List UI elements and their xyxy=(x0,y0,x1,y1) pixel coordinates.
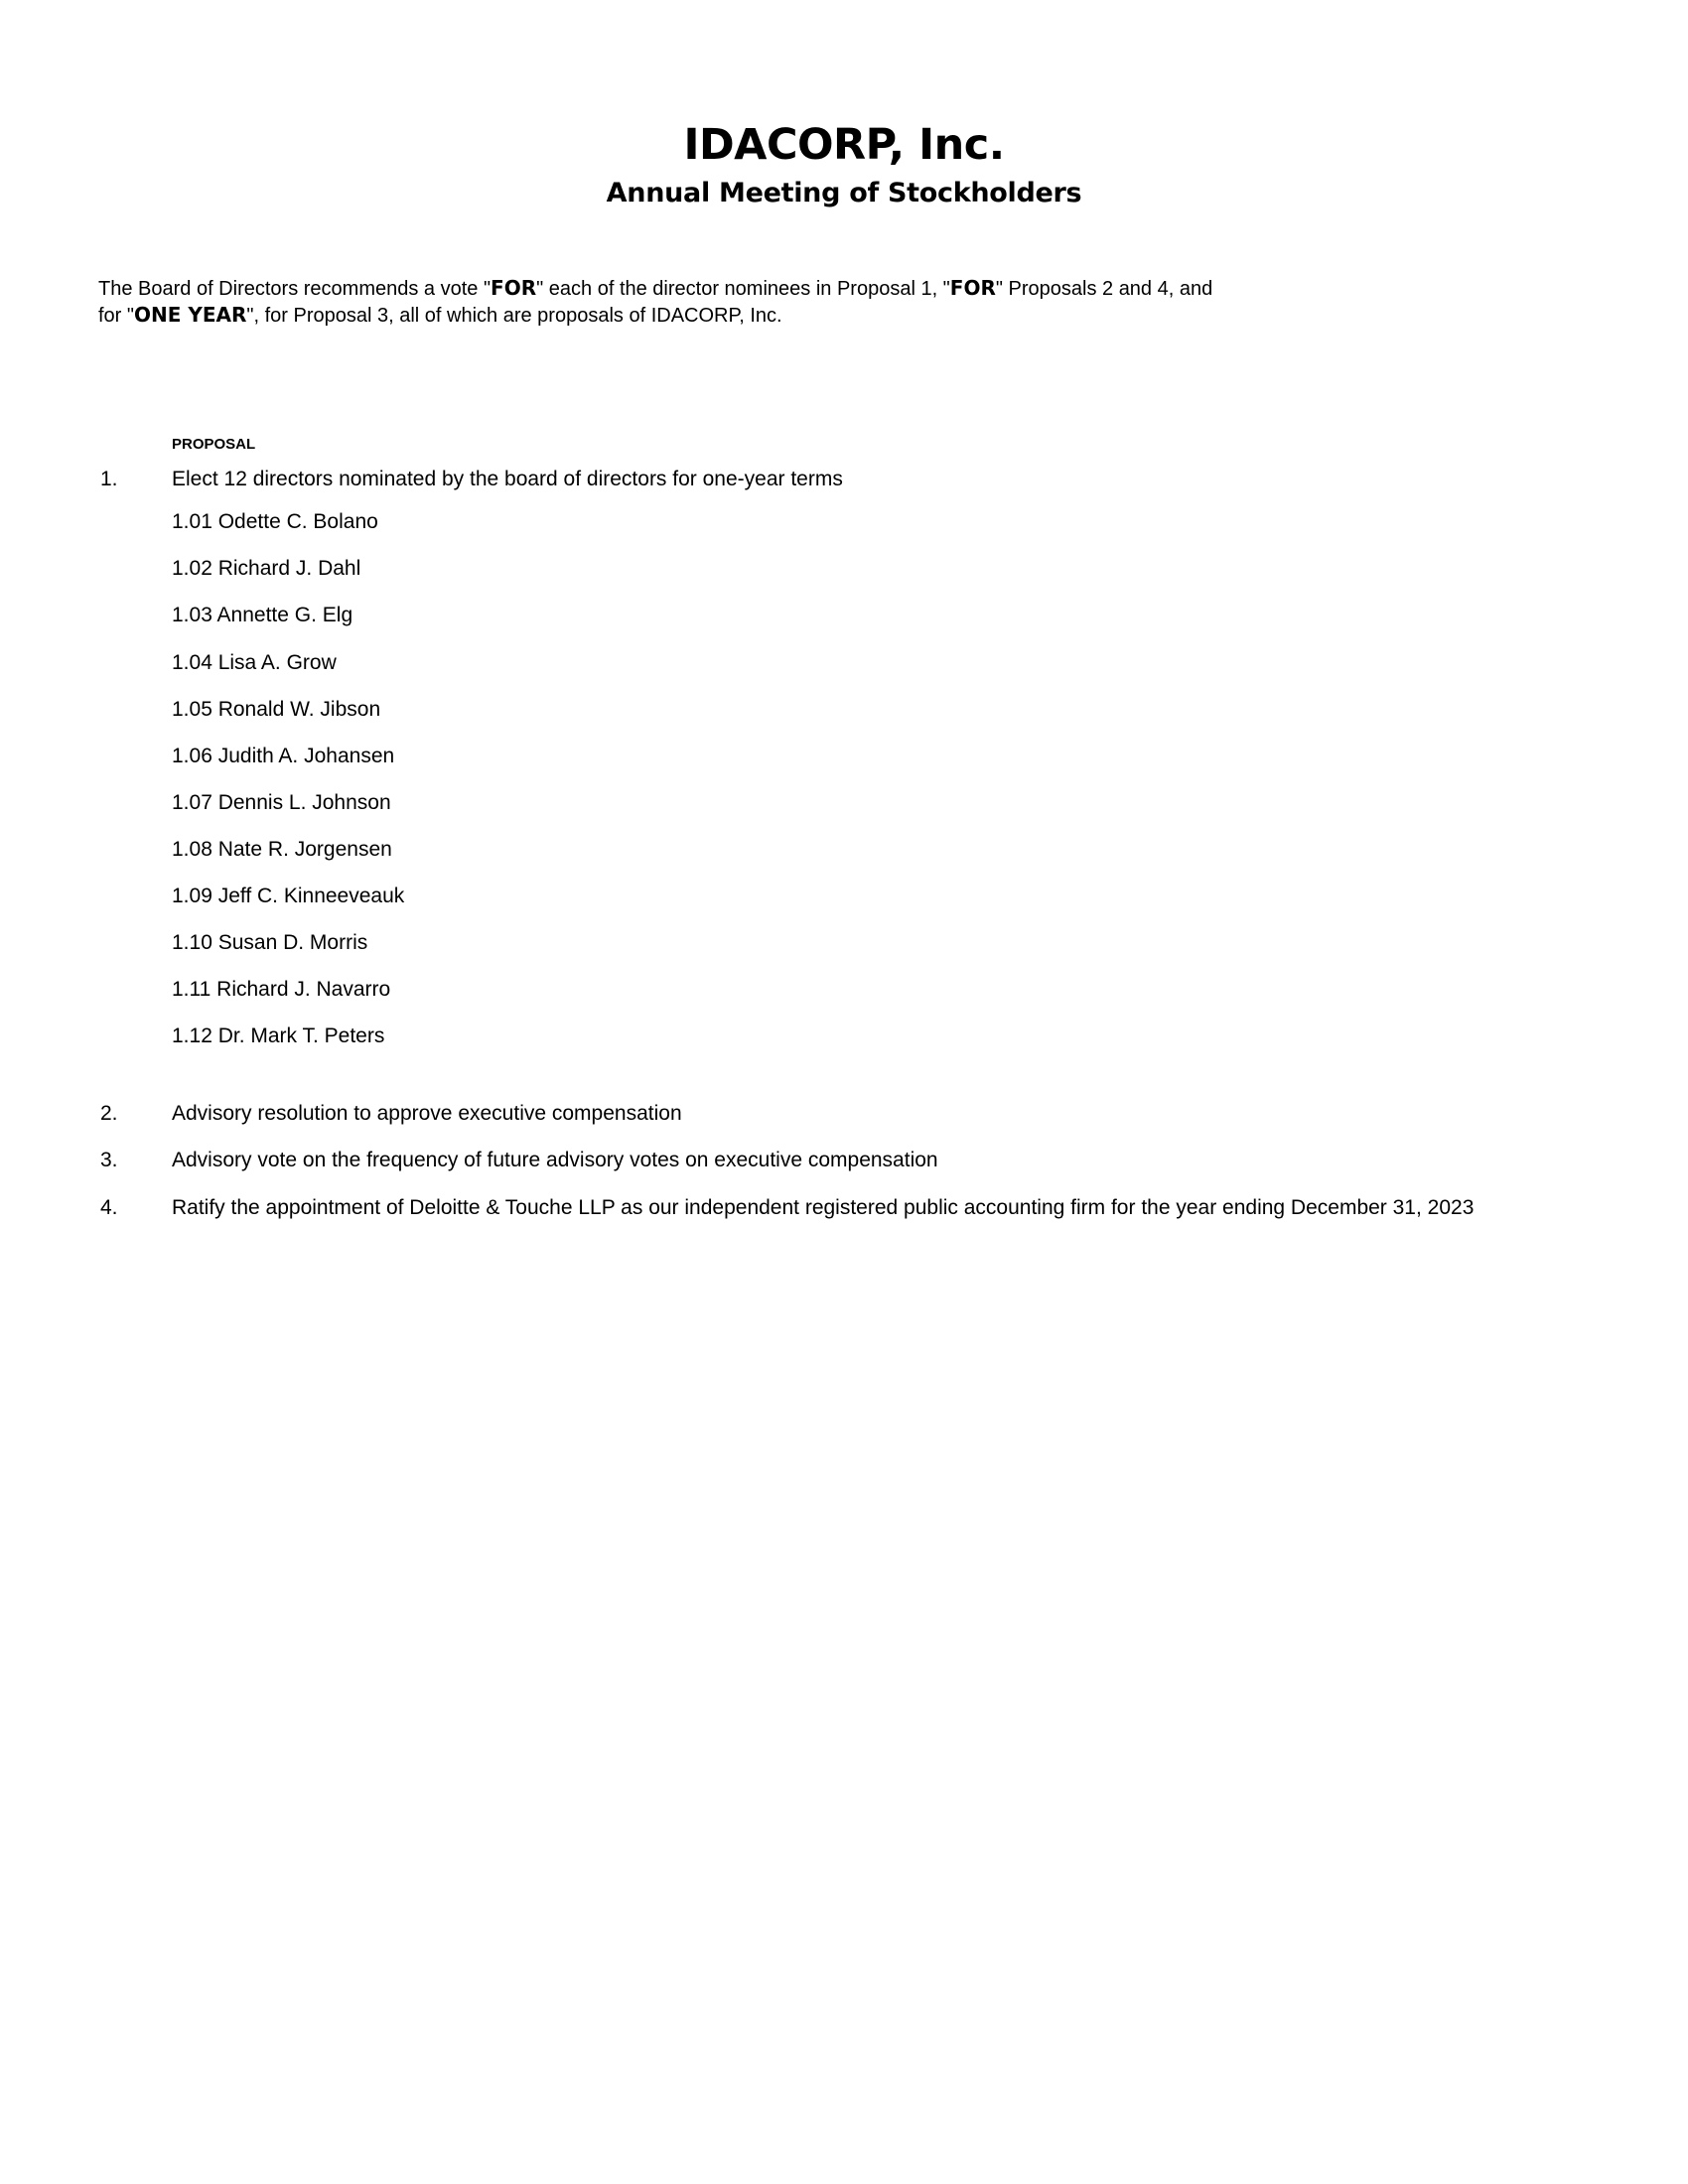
proposal-column-header: PROPOSAL xyxy=(172,436,256,453)
emphasis-one-year: ONE YEAR xyxy=(134,303,247,327)
proposal-number: 2. xyxy=(100,1102,118,1125)
proposal-number: 1. xyxy=(100,468,118,490)
nominee-item: 1.08 Nate R. Jorgensen xyxy=(172,838,392,861)
proposal-number: 3. xyxy=(100,1149,118,1171)
proposal-row xyxy=(0,1100,1688,1128)
emphasis-for-2: FOR xyxy=(949,276,996,300)
intro-text-4: for " xyxy=(98,305,134,327)
nominee-item: 1.12 Dr. Mark T. Peters xyxy=(172,1024,385,1047)
page-subtitle: Annual Meeting of Stockholders xyxy=(606,178,1082,208)
proposal-text: Advisory vote on the frequency of future advisory votes on executive compensation xyxy=(172,1149,938,1171)
proposal-row xyxy=(0,1194,1688,1222)
nominee-item: 1.09 Jeff C. Kinneeveauk xyxy=(172,885,405,907)
nominee-item: 1.04 Lisa A. Grow xyxy=(172,651,337,674)
intro-text-5: ", for Proposal 3, all of which are proposals of IDACORP, Inc. xyxy=(246,305,782,327)
nominee-item: 1.03 Annette G. Elg xyxy=(172,604,353,626)
proposal-text: Advisory resolution to approve executive compensation xyxy=(172,1102,682,1125)
proposal-row xyxy=(0,1147,1688,1174)
proposal-text: Elect 12 directors nominated by the board of directors for one-year terms xyxy=(172,468,843,490)
nominee-item: 1.05 Ronald W. Jibson xyxy=(172,698,381,721)
proposal-number: 4. xyxy=(100,1196,118,1219)
proposal-text: Ratify the appointment of Deloitte & Touche LLP as our independent registered public accounting firm for the year ending December 31, 2023 xyxy=(172,1196,1475,1219)
nominee-item: 1.07 Dennis L. Johnson xyxy=(172,791,391,814)
intro-text-2: " each of the director nominees in Proposal 1, " xyxy=(536,278,950,300)
nominee-item: 1.06 Judith A. Johansen xyxy=(172,745,395,767)
proposal-row xyxy=(0,466,1688,493)
page-title: IDACORP, Inc. xyxy=(683,120,1005,170)
intro-text-3: " Proposals 2 and 4, and xyxy=(995,278,1213,300)
intro-text-1: The Board of Directors recommends a vote " xyxy=(98,278,492,300)
nominee-item: 1.01 Odette C. Bolano xyxy=(172,510,378,533)
board-recommendation xyxy=(98,275,1449,329)
nominee-item: 1.11 Richard J. Navarro xyxy=(172,978,391,1001)
nominee-item: 1.02 Richard J. Dahl xyxy=(172,557,361,580)
emphasis-for-1: FOR xyxy=(491,276,537,300)
nominee-item: 1.10 Susan D. Morris xyxy=(172,931,368,954)
